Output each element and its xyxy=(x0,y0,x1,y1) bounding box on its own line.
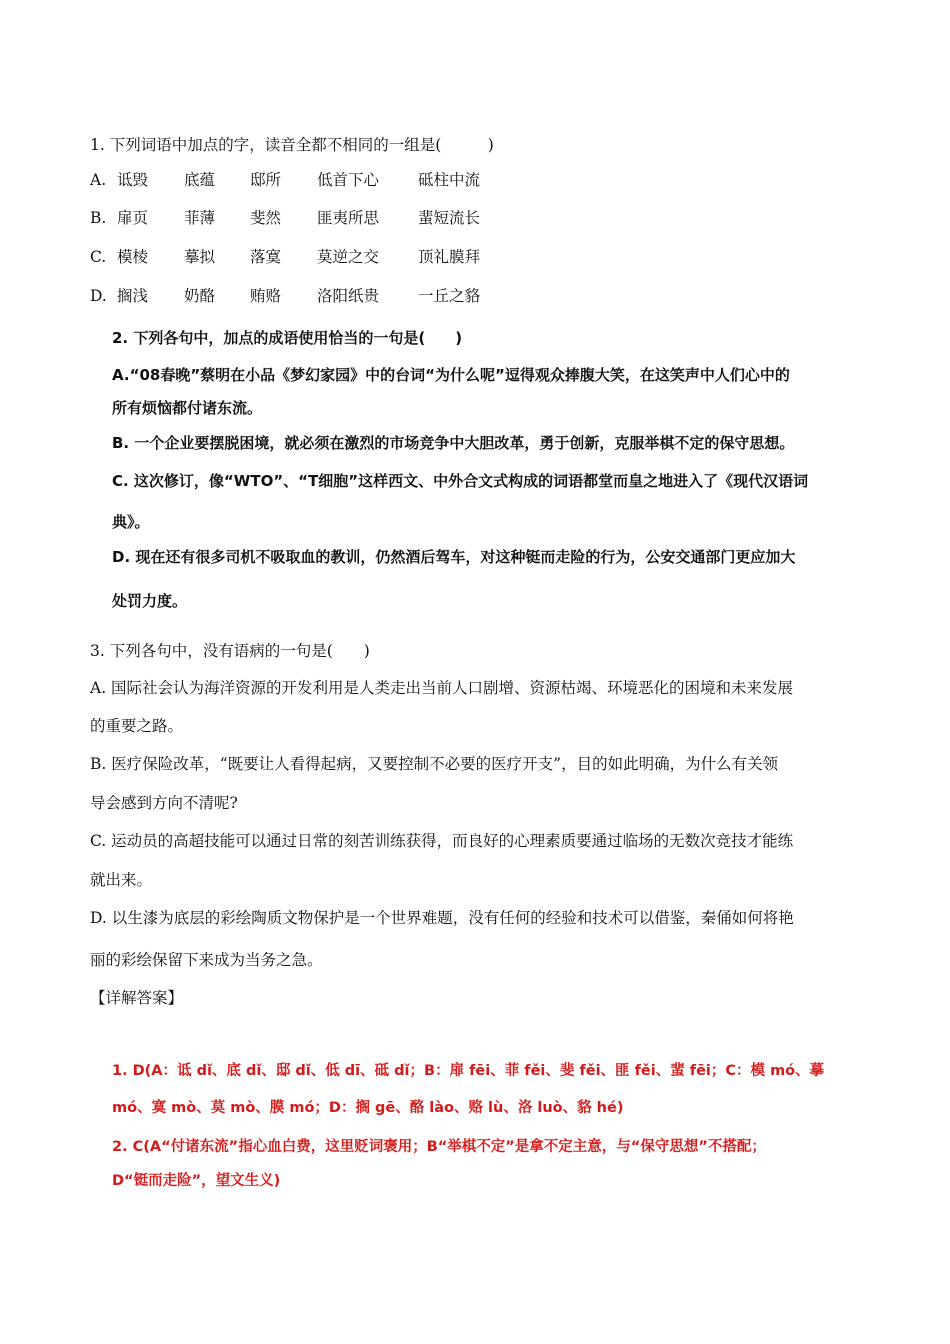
answer-line-1: 1. D(A：诋 dǐ、底 dǐ、邸 dǐ、低 dī、砥 dǐ；B：扉 fēi、菲 fěi、斐 fěi、匪 fěi、蜚 fēi；C：模 mó、摹 xyxy=(112,1063,825,1079)
q2-option-b: B. 一个企业要摆脱困境，就必须在激烈的市场竞争中大胆改革，勇于创新，克服举棋不定的保守思想。 xyxy=(112,434,795,452)
q2-option-c-line2: 典》。 xyxy=(112,513,150,531)
answers-heading: 【详解答案】 xyxy=(90,989,184,1007)
word: 菲薄 xyxy=(184,209,216,227)
q3-option-b-line2: 导会感到方向不清呢? xyxy=(90,794,238,812)
word: 顶礼膜拜 xyxy=(418,248,481,266)
word: 蜚短流长 xyxy=(418,209,481,227)
answer-line-3: 2. C(A“付诸东流”指心血白费，这里贬词褒用；B“举棋不定”是拿不定主意，与“保守思想”不搭配； xyxy=(112,1139,766,1155)
answer-line-2: mó、寞 mò、莫 mò、膜 mó；D：搁 gē、酪 lào、赂 lù、洛 luò、貉 hé) xyxy=(112,1100,624,1116)
q2-stem: 2. 下列各句中，加点的成语使用恰当的一句是( ) xyxy=(112,329,463,347)
option-label: C. xyxy=(90,248,107,266)
word: 扉页 xyxy=(117,209,149,227)
q2-option-a-line1: A.“08春晚”蔡明在小品《梦幻家园》中的台词“为什么呢”逗得观众捧腹大笑，在这笑声中人们心中的 xyxy=(112,366,790,384)
q2-option-d-line2: 处罚力度。 xyxy=(112,592,188,610)
q3-option-c-line2: 就出来。 xyxy=(90,871,153,889)
word: 底蕴 xyxy=(184,171,216,189)
q3-stem: 3. 下列各句中，没有语病的一句是( ) xyxy=(90,642,370,660)
word: 砥柱中流 xyxy=(418,171,481,189)
q3-option-d-line2: 丽的彩绘保留下来成为当务之急。 xyxy=(90,951,323,969)
option-label: B. xyxy=(90,209,107,227)
word: 斐然 xyxy=(250,209,282,227)
word: 诋毁 xyxy=(117,171,149,189)
word: 奶酪 xyxy=(184,287,216,305)
word: 贿赂 xyxy=(250,287,282,305)
q1-stem: 1. 下列词语中加点的字，读音全都不相同的一组是( ) xyxy=(90,136,494,154)
word: 邸所 xyxy=(250,171,282,189)
q3-option-a-line2: 的重要之路。 xyxy=(90,717,184,735)
word: 落寞 xyxy=(250,248,282,266)
word: 低首下心 xyxy=(317,171,380,189)
word: 摹拟 xyxy=(184,248,216,266)
word: 洛阳纸贵 xyxy=(317,287,380,305)
q3-option-b-line1: B. 医疗保险改革，“既要让人看得起病，又要控制不必要的医疗开支”，目的如此明确，为什么有关领 xyxy=(90,755,779,773)
word: 一丘之貉 xyxy=(418,287,481,305)
word: 匪夷所思 xyxy=(317,209,380,227)
q3-option-d-line1: D. 以生漆为底层的彩绘陶质文物保护是一个世界难题，没有任何的经验和技术可以借鉴，秦俑如何将艳 xyxy=(90,909,794,927)
q2-option-a-line2: 所有烦恼都付诸东流。 xyxy=(112,399,263,417)
option-label: A. xyxy=(90,171,107,189)
q3-option-c-line1: C. 运动员的高超技能可以通过日常的刻苦训练获得，而良好的心理素质要通过临场的无数次竞技才能练 xyxy=(90,832,794,850)
q3-option-a-line1: A. 国际社会认为海洋资源的开发利用是人类走出当前人口剧增、资源枯竭、环境恶化的困境和未来发展 xyxy=(90,679,794,697)
answer-line-4: D“铤而走险”，望文生义) xyxy=(112,1173,281,1189)
option-label: D. xyxy=(90,287,107,305)
word: 模棱 xyxy=(117,248,149,266)
q2-option-c-line1: C. 这次修订，像“WTO”、“T细胞”这样西文、中外合文式构成的词语都堂而皇之地进入了《现代汉语词 xyxy=(112,472,809,490)
word: 莫逆之交 xyxy=(317,248,380,266)
q2-option-d-line1: D. 现在还有很多司机不吸取血的教训，仍然酒后驾车，对这种铤而走险的行为，公安交通部门更应加大 xyxy=(112,548,796,566)
word: 搁浅 xyxy=(117,287,149,305)
